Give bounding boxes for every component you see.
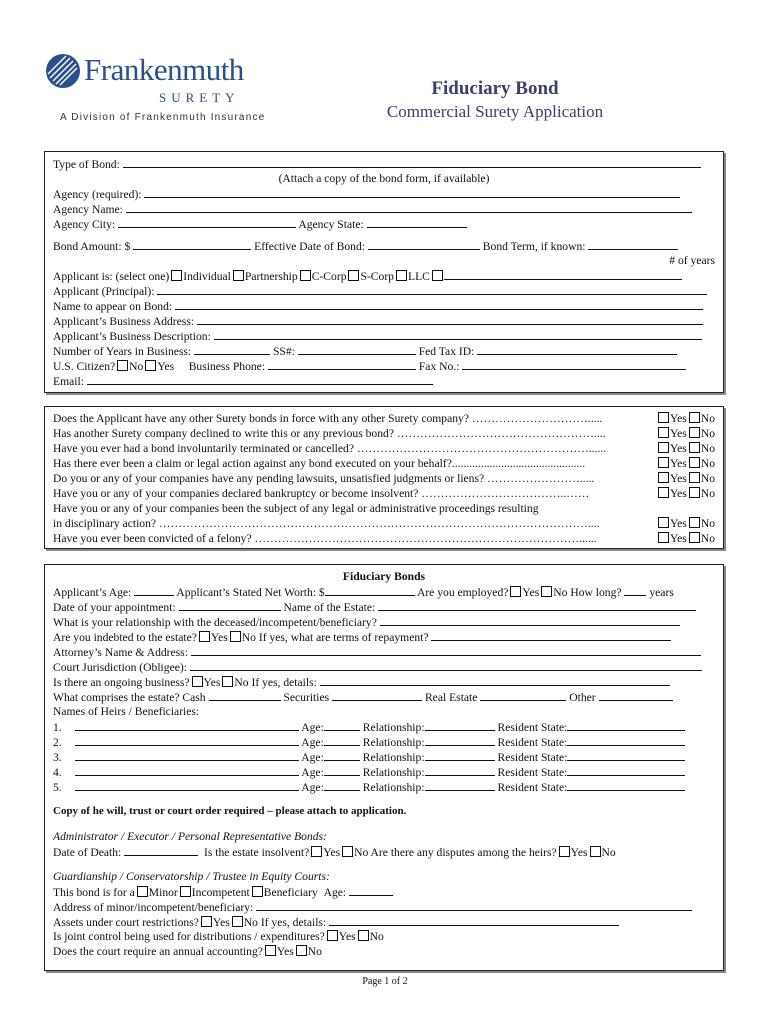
logo-surety: SURETY	[159, 90, 240, 105]
heir-name-field[interactable]	[75, 749, 299, 761]
heir-row	[53, 764, 715, 779]
citizen-row	[53, 358, 715, 373]
yes-checkbox[interactable]	[658, 442, 669, 453]
attorney-field[interactable]	[191, 644, 701, 656]
address-minor-row	[53, 899, 715, 914]
relationship-row	[53, 614, 715, 629]
question-text: Do you or any of your companies have any pending lawsuits, unsatisfied judgments or liens? …………………….....	[53, 472, 595, 485]
name-on-bond-row	[53, 298, 715, 313]
incompetent-checkbox[interactable]	[180, 886, 191, 897]
minor-label: Minor	[148, 886, 178, 899]
other-type-field[interactable]	[444, 268, 682, 280]
yes-label: Yes	[669, 472, 687, 485]
heir-relationship-label: Relationship:	[362, 781, 425, 794]
court-label: Court Jurisdiction (Obligee):	[53, 661, 187, 674]
question-row	[53, 531, 715, 546]
name-estate-label: Name of the Estate:	[283, 601, 376, 614]
how-long-label: How long?	[570, 586, 622, 599]
business-address-row	[53, 313, 715, 328]
no-label: No	[700, 457, 715, 470]
partnership-checkbox[interactable]	[233, 270, 244, 281]
yes-checkbox[interactable]	[658, 472, 669, 483]
fiduciary-heading: Fiduciary Bonds	[342, 570, 426, 583]
ccorp-label: C-Corp	[311, 270, 347, 283]
age-row	[53, 584, 715, 599]
heir-name-field[interactable]	[75, 734, 299, 746]
ss-label: SS#:	[272, 345, 295, 358]
agency-state-label: Agency State:	[298, 218, 364, 231]
heir-relationship-field[interactable]	[425, 779, 495, 791]
question-text: Have you ever had a bond involuntarily terminated or cancelled? ……………………………………………………......	[53, 442, 607, 455]
no-checkbox[interactable]	[689, 487, 700, 498]
net-worth-label: Applicant’s Stated Net Worth: $	[176, 586, 325, 599]
no-label: No	[700, 487, 715, 500]
assets-label: Assets under court restrictions?	[53, 916, 199, 929]
no-label: No	[700, 442, 715, 455]
repayment-field[interactable]	[431, 629, 671, 641]
assets-yes-label: Yes	[212, 916, 230, 929]
question-text: Has there ever been a claim or legal action against any bond executed on your behalf?..............................................	[53, 457, 586, 470]
frankenmuth-logo	[44, 52, 264, 126]
assets-details-field[interactable]	[329, 914, 619, 926]
name-on-bond-field[interactable]	[175, 298, 703, 310]
heir-age-field[interactable]	[324, 764, 360, 776]
email-row	[53, 373, 715, 388]
bond-for-label: This bond is for a	[53, 886, 135, 899]
heir-state-label: Resident State:	[497, 721, 568, 734]
yes-label: Yes	[669, 442, 687, 455]
heir-relationship-field[interactable]	[425, 764, 495, 776]
llc-checkbox[interactable]	[396, 270, 407, 281]
question-row	[53, 426, 715, 441]
indebted-row	[53, 629, 715, 644]
page-title	[380, 78, 610, 124]
annual-yes-label: Yes	[276, 945, 294, 958]
disputes-no-label: No	[601, 846, 616, 859]
annual-label: Does the court require an annual accounting?	[53, 945, 263, 958]
heir-row	[53, 749, 715, 764]
applicant-info-section	[44, 151, 724, 393]
question-text: Have you or any of your companies declared bankruptcy or become insolvent? ………………………………..……	[53, 487, 590, 500]
employed-no-label: No	[553, 586, 568, 599]
disputes-yes-label: Yes	[570, 846, 588, 859]
employed-label: Are you employed?	[416, 586, 509, 599]
age-label: Applicant’s Age:	[53, 586, 132, 599]
joint-yes-label: Yes	[338, 930, 356, 943]
years-in-business-field[interactable]	[194, 343, 270, 355]
heir-age-field[interactable]	[324, 749, 360, 761]
heirs-list	[53, 719, 715, 794]
heir-number: 4.	[53, 766, 62, 779]
question-row	[53, 456, 715, 471]
how-long-field[interactable]	[624, 584, 646, 596]
bond-term-label: Bond Term, if known:	[482, 240, 586, 253]
bond-amount-field[interactable]	[133, 238, 251, 250]
bond-amount-row	[53, 238, 715, 253]
beneficiary-checkbox[interactable]	[252, 886, 263, 897]
years-in-business-label: Number of Years in Business:	[53, 345, 192, 358]
address-minor-label: Address of minor/incompetent/beneficiary:	[53, 901, 254, 914]
annual-yes-checkbox[interactable]	[265, 945, 276, 956]
heir-name-field[interactable]	[75, 719, 299, 731]
annual-no-checkbox[interactable]	[296, 945, 307, 956]
heir-relationship-label: Relationship:	[362, 721, 425, 734]
type-of-bond-field[interactable]	[123, 156, 701, 168]
agency-city-label: Agency City:	[53, 218, 116, 231]
question-text: Have you ever been convicted of a felony? …………………………………………………………………………......	[53, 532, 597, 545]
employed-no-checkbox[interactable]	[541, 586, 552, 597]
agency-city-row	[53, 216, 715, 231]
name-estate-field[interactable]	[378, 599, 696, 611]
yes-checkbox[interactable]	[658, 457, 669, 468]
question-row	[53, 516, 715, 531]
question-text: Does the Applicant have any other Surety bonds in force with any other Surety company? ………………………….....	[53, 412, 603, 425]
heir-name-field[interactable]	[75, 779, 299, 791]
relationship-field[interactable]	[380, 614, 680, 626]
court-row	[53, 659, 715, 674]
ss-field[interactable]	[298, 343, 416, 355]
scorp-checkbox[interactable]	[348, 270, 359, 281]
fax-field[interactable]	[462, 358, 686, 370]
fax-label: Fax No.:	[418, 360, 460, 373]
guardian-heading: Guardianship / Conservatorship / Trustee in Equity Courts:	[53, 870, 330, 883]
question-text: in disciplinary action? …………………………………………………………………………………………………....	[53, 517, 600, 530]
incompetent-label: Incompetent	[191, 886, 250, 899]
business-description-field[interactable]	[214, 328, 702, 340]
heir-number: 2.	[53, 736, 62, 749]
annual-row	[53, 944, 715, 959]
no-checkbox[interactable]	[689, 532, 700, 543]
agency-required-row	[53, 186, 715, 201]
heir-state-label: Resident State:	[497, 736, 568, 749]
citizen-yes-label: Yes	[157, 360, 175, 373]
ongoing-label: Is there an ongoing business?	[53, 676, 190, 689]
ongoing-yes-label: Yes	[203, 676, 221, 689]
us-citizen-label: U.S. Citizen?	[53, 360, 116, 373]
assets-no-checkbox[interactable]	[232, 916, 243, 927]
logo-division: A Division of Frankenmuth Insurance	[60, 112, 266, 123]
heir-age-label: Age:	[301, 721, 324, 734]
joint-label: Is joint control being used for distributions / expenditures?	[53, 930, 325, 943]
heir-age-label: Age:	[301, 766, 324, 779]
no-label: No	[700, 517, 715, 530]
fed-tax-label: Fed Tax ID:	[418, 345, 475, 358]
effective-date-field[interactable]	[368, 238, 480, 250]
securities-label: Securities	[283, 691, 330, 704]
date-of-death-field[interactable]	[124, 844, 198, 856]
fed-tax-field[interactable]	[477, 343, 677, 355]
logo-name: Frankenmuth	[84, 52, 244, 87]
beneficiary-label: Beneficiary	[263, 886, 318, 899]
attach-note: (Attach a copy of the bond form, if available)	[278, 172, 490, 185]
heir-relationship-field[interactable]	[425, 719, 495, 731]
minor-checkbox[interactable]	[137, 886, 148, 897]
heir-state-field[interactable]	[567, 764, 685, 776]
joint-no-label: No	[369, 930, 384, 943]
ccorp-checkbox[interactable]	[300, 270, 311, 281]
disputes-no-checkbox[interactable]	[590, 846, 601, 857]
indebted-no-label: No	[241, 631, 256, 644]
bond-for-row	[53, 884, 715, 899]
heir-number: 3.	[53, 751, 62, 764]
scorp-label: S-Corp	[360, 270, 394, 283]
business-description-row	[53, 328, 715, 343]
date-of-death-label: Date of Death:	[53, 846, 122, 859]
bond-term-field[interactable]	[588, 238, 678, 250]
applicant-principal-label: Applicant (Principal):	[53, 285, 155, 298]
real-estate-label: Real Estate	[424, 691, 478, 704]
date-appointment-field[interactable]	[179, 599, 281, 611]
heir-state-label: Resident State:	[497, 781, 568, 794]
citizen-no-checkbox[interactable]	[117, 360, 128, 371]
assets-yes-checkbox[interactable]	[201, 916, 212, 927]
indebted-yes-checkbox[interactable]	[199, 631, 210, 642]
heir-age-label: Age:	[301, 751, 324, 764]
yes-checkbox[interactable]	[658, 487, 669, 498]
applicant-principal-field[interactable]	[157, 283, 707, 295]
date-appointment-label: Date of your appointment:	[53, 601, 176, 614]
no-label: No	[700, 472, 715, 485]
heir-relationship-label: Relationship:	[362, 751, 425, 764]
heir-row	[53, 779, 715, 794]
heir-age-label: Age:	[301, 736, 324, 749]
partnership-label: Partnership	[244, 270, 298, 283]
copy-will-notice: Copy of he will, trust or court order required – please attach to application.	[53, 805, 407, 817]
llc-label: LLC	[407, 270, 430, 283]
question-row	[53, 411, 715, 426]
assets-row	[53, 914, 715, 929]
globe-logo-icon	[44, 52, 82, 90]
joint-row	[53, 929, 715, 944]
question-row	[53, 441, 715, 456]
assets-details-label: If yes, details:	[260, 916, 327, 929]
heir-state-field[interactable]	[567, 719, 685, 731]
individual-checkbox[interactable]	[171, 270, 182, 281]
admin-heading: Administrator / Executor / Personal Representative Bonds:	[53, 830, 327, 843]
ongoing-details-label: If yes, details:	[251, 676, 317, 689]
heir-row	[53, 734, 715, 749]
appointment-row	[53, 599, 715, 614]
heir-relationship-field[interactable]	[425, 749, 495, 761]
yes-label: Yes	[669, 427, 687, 440]
heir-relationship-label: Relationship:	[362, 736, 425, 749]
yes-label: Yes	[669, 487, 687, 500]
agency-city-field[interactable]	[118, 216, 296, 228]
heir-name-field[interactable]	[75, 764, 299, 776]
heir-state-field[interactable]	[567, 749, 685, 761]
heir-age-label: Age:	[301, 781, 324, 794]
attorney-label: Attorney’s Name & Address:	[53, 646, 188, 659]
yes-label: Yes	[669, 457, 687, 470]
other-field[interactable]	[599, 689, 673, 701]
ongoing-details-field[interactable]	[320, 674, 670, 686]
business-description-label: Applicant’s Business Description:	[53, 330, 211, 343]
insolvent-no-checkbox[interactable]	[342, 846, 353, 857]
attorney-row	[53, 644, 715, 659]
no-label: No	[700, 532, 715, 545]
comprises-row	[53, 689, 715, 704]
indebted-no-checkbox[interactable]	[230, 631, 241, 642]
agency-state-field[interactable]	[367, 216, 467, 228]
indebted-yes-label: Yes	[210, 631, 228, 644]
individual-label: Individual	[183, 270, 231, 283]
page-number: Page 1 of 2	[362, 976, 408, 987]
disputes-yes-checkbox[interactable]	[559, 846, 570, 857]
question-row	[53, 471, 715, 486]
indebted-label: Are you indebted to the estate?	[53, 631, 197, 644]
title-sub: Commercial Surety Application	[386, 102, 604, 121]
years-in-business-row	[53, 343, 715, 358]
title-main: Fiduciary Bond	[431, 78, 559, 99]
repayment-label: If yes, what are terms of repayment?	[258, 631, 429, 644]
other-label: Other	[569, 691, 596, 704]
fiduciary-bonds-section	[44, 564, 724, 971]
insolvent-yes-label: Yes	[323, 846, 341, 859]
insolvent-yes-checkbox[interactable]	[311, 846, 322, 857]
address-minor-field[interactable]	[256, 899, 692, 911]
applicant-type-row	[53, 268, 715, 283]
securities-field[interactable]	[332, 689, 422, 701]
heir-state-label: Resident State:	[497, 766, 568, 779]
agency-name-row	[53, 201, 715, 216]
question-text-line1: Have you or any of your companies been the subject of any legal or administrative proceedings resulting	[53, 502, 539, 515]
heir-number: 1.	[53, 721, 62, 734]
heir-state-field[interactable]	[567, 779, 685, 791]
annual-no-label: No	[307, 945, 322, 958]
no-checkbox[interactable]	[689, 427, 700, 438]
business-address-label: Applicant’s Business Address:	[53, 315, 195, 328]
heir-state-label: Resident State:	[497, 751, 568, 764]
business-address-field[interactable]	[197, 313, 703, 325]
ongoing-no-checkbox[interactable]	[222, 676, 233, 687]
yes-checkbox[interactable]	[658, 517, 669, 528]
heir-age-field[interactable]	[324, 734, 360, 746]
effective-date-label: Effective Date of Bond:	[254, 240, 365, 253]
insolvent-no-label: No	[354, 846, 369, 859]
insolvent-label: Is the estate insolvent?	[203, 846, 310, 859]
email-field[interactable]	[87, 373, 433, 385]
bond-amount-label: Bond Amount: $	[53, 240, 131, 253]
no-checkbox[interactable]	[689, 517, 700, 528]
applicant-is-label: Applicant is: (select one)	[53, 270, 170, 283]
ongoing-row	[53, 674, 715, 689]
heir-age-field[interactable]	[324, 779, 360, 791]
real-estate-field[interactable]	[480, 689, 566, 701]
agency-name-field[interactable]	[126, 201, 692, 213]
age-field[interactable]	[134, 584, 174, 596]
net-worth-field[interactable]	[325, 584, 415, 596]
yes-checkbox[interactable]	[658, 412, 669, 423]
question-row	[53, 486, 715, 501]
citizen-yes-checkbox[interactable]	[145, 360, 156, 371]
no-checkbox[interactable]	[689, 442, 700, 453]
yes-checkbox[interactable]	[658, 427, 669, 438]
name-on-bond-label: Name to appear on Bond:	[53, 300, 173, 313]
heirs-label: Names of Heirs / Beneficiaries:	[53, 705, 200, 718]
history-questions-section	[44, 406, 724, 549]
minor-age-label: Age:	[323, 886, 347, 899]
cash-field[interactable]	[209, 689, 281, 701]
yes-checkbox[interactable]	[658, 532, 669, 543]
joint-yes-checkbox[interactable]	[327, 930, 338, 941]
relationship-q-label: What is your relationship with the deceased/incompetent/beneficiary?	[53, 616, 377, 629]
minor-age-field[interactable]	[349, 884, 393, 896]
date-of-death-row	[53, 844, 715, 859]
heir-relationship-field[interactable]	[425, 734, 495, 746]
yes-label: Yes	[669, 517, 687, 530]
agency-name-label: Agency Name:	[53, 203, 123, 216]
disputes-label: Are there any disputes among the heirs?	[370, 846, 557, 859]
no-checkbox[interactable]	[689, 457, 700, 468]
ongoing-no-label: No	[234, 676, 249, 689]
applicant-principal-row	[53, 283, 715, 298]
no-label: No	[700, 412, 715, 425]
comprises-label: What comprises the estate? Cash	[53, 691, 206, 704]
assets-no-label: No	[243, 916, 258, 929]
email-label: Email:	[53, 375, 84, 388]
heir-age-field[interactable]	[324, 719, 360, 731]
business-phone-label: Business Phone:	[188, 360, 266, 373]
ongoing-yes-checkbox[interactable]	[192, 676, 203, 687]
no-checkbox[interactable]	[689, 472, 700, 483]
heir-number: 5.	[53, 781, 62, 794]
joint-no-checkbox[interactable]	[358, 930, 369, 941]
question-text: Has another Surety company declined to write this or any previous bond? ……………………………………………....	[53, 427, 606, 440]
no-label: No	[700, 427, 715, 440]
agency-required-field[interactable]	[144, 186, 680, 198]
heir-state-field[interactable]	[567, 734, 685, 746]
other-type-checkbox[interactable]	[432, 270, 443, 281]
agency-required-label: Agency (required):	[53, 188, 142, 201]
num-years-label: # of years	[669, 254, 715, 267]
heir-row	[53, 719, 715, 734]
type-of-bond-row	[53, 156, 715, 171]
yes-label: Yes	[669, 412, 687, 425]
citizen-no-label: No	[129, 360, 144, 373]
employed-yes-checkbox[interactable]	[510, 586, 521, 597]
heir-relationship-label: Relationship:	[362, 766, 425, 779]
business-phone-field[interactable]	[268, 358, 416, 370]
yes-label: Yes	[669, 532, 687, 545]
years-label: years	[649, 586, 674, 599]
employed-yes-label: Yes	[522, 586, 540, 599]
court-field[interactable]	[190, 659, 702, 671]
no-checkbox[interactable]	[689, 412, 700, 423]
type-of-bond-label: Type of Bond:	[53, 158, 120, 171]
